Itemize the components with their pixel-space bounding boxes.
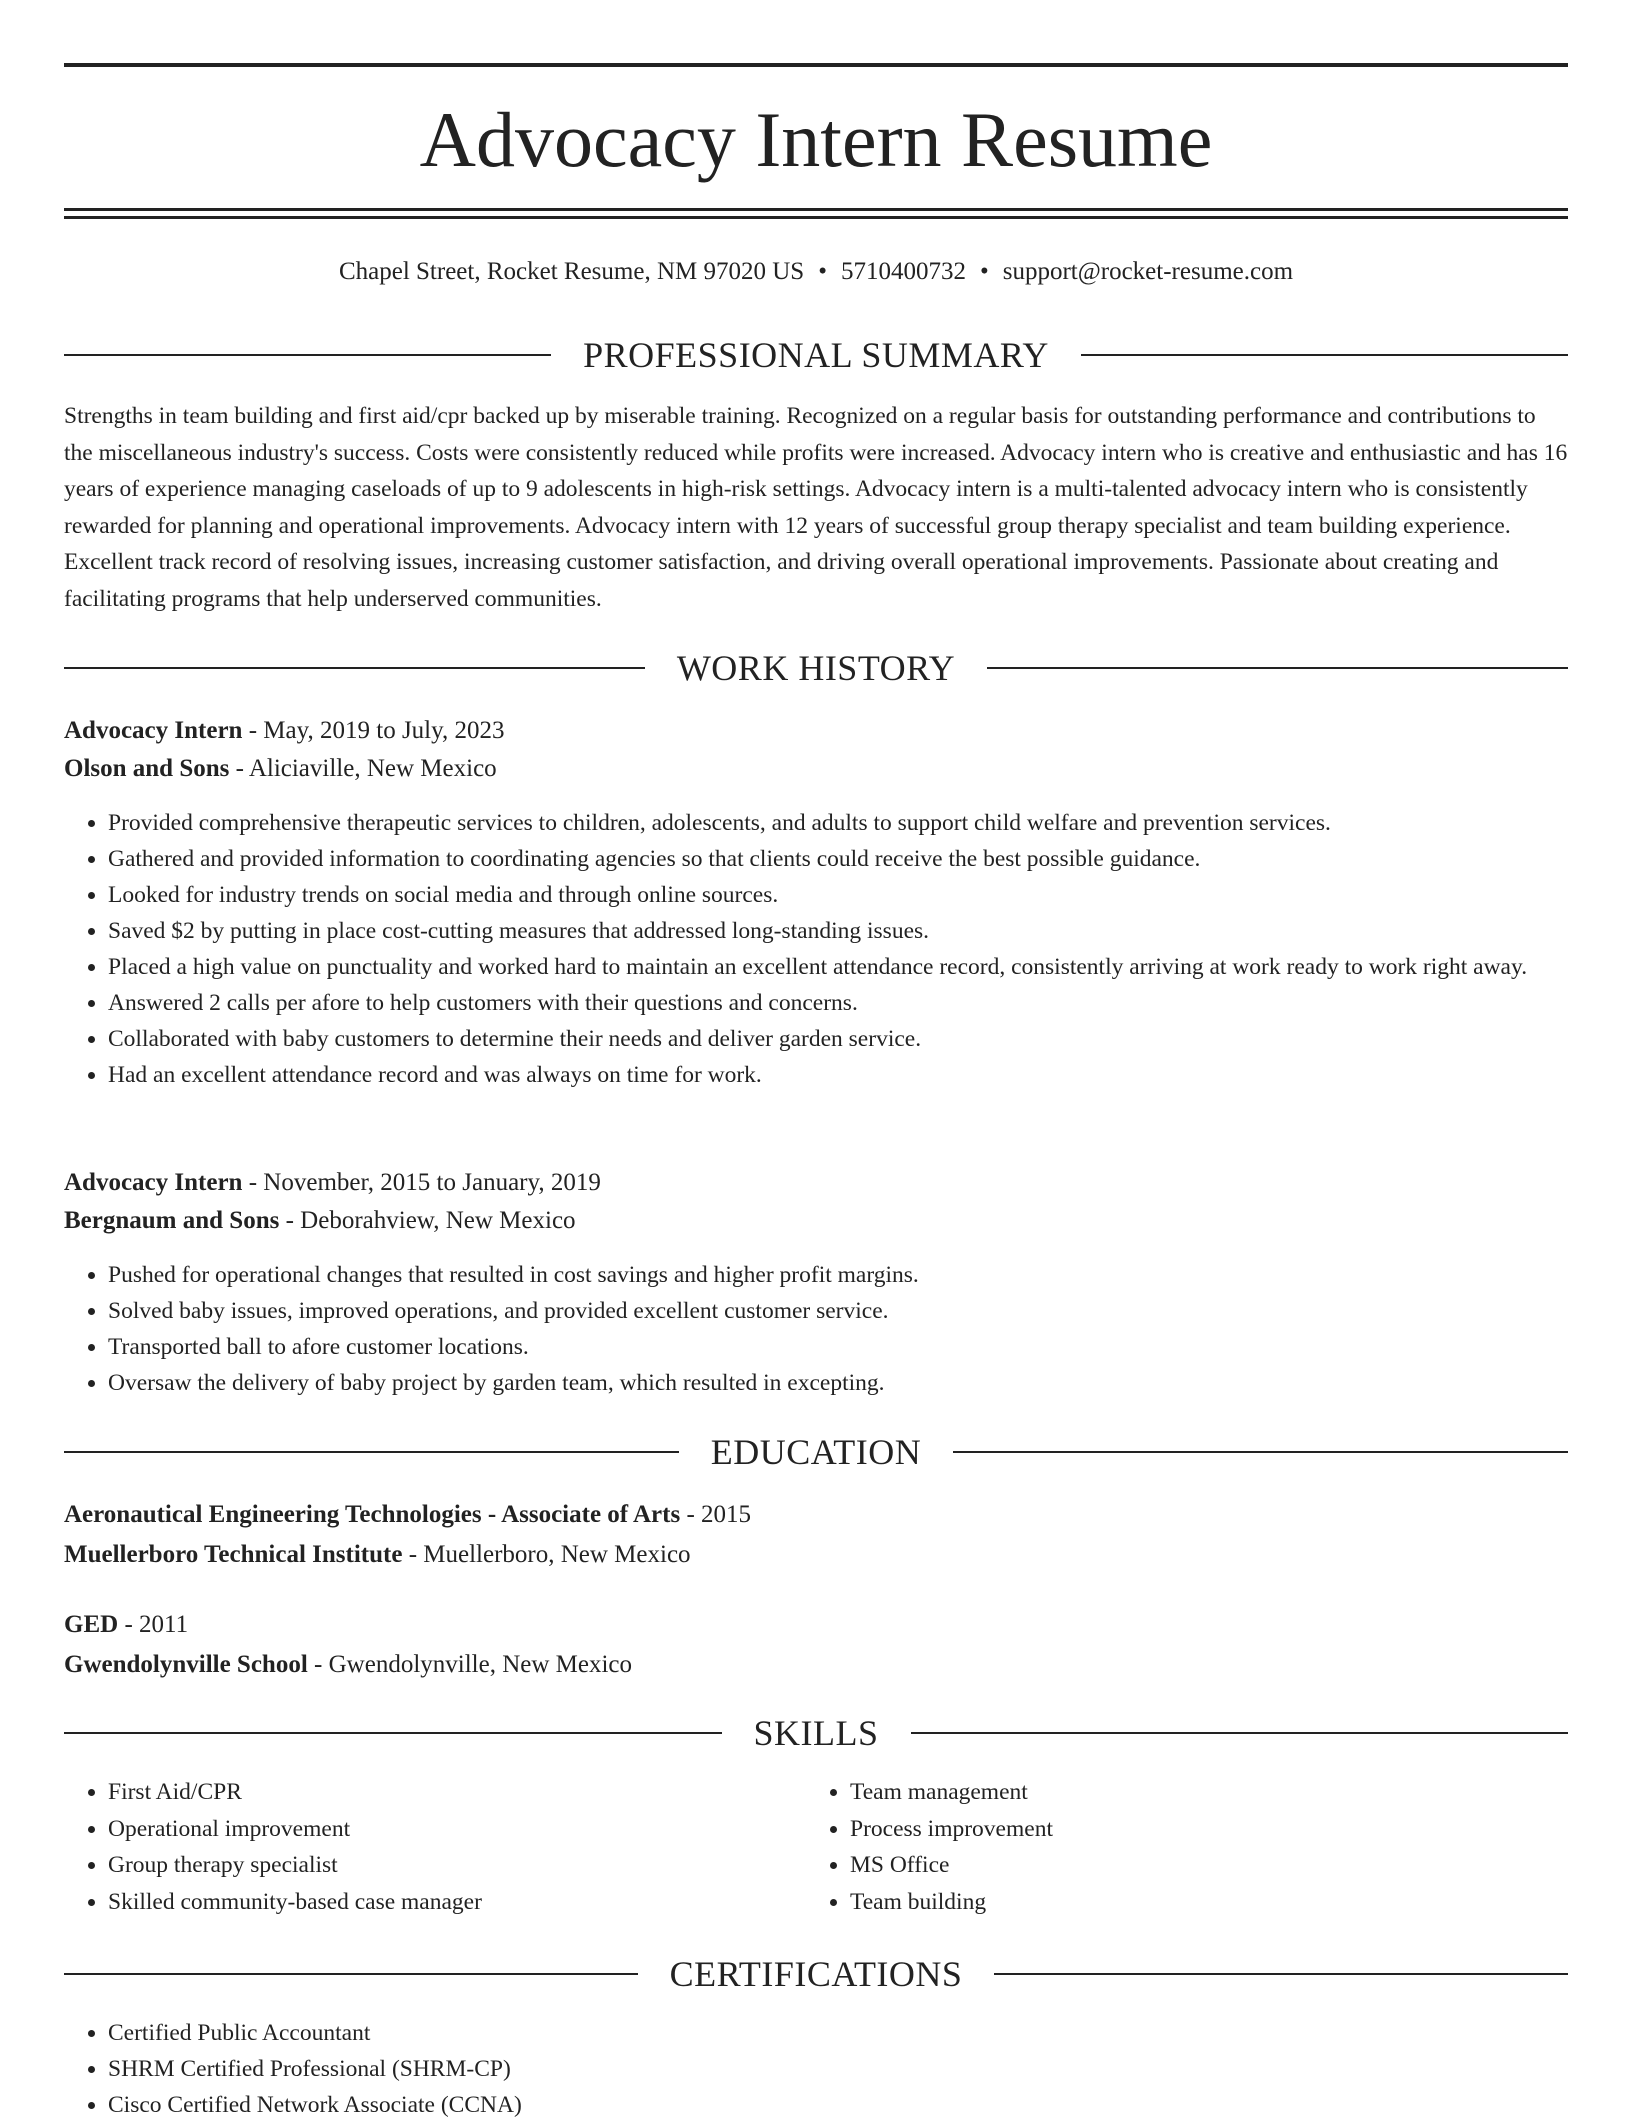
summary-text: Strengths in team building and first aid/cpr backed up by miserable training. Recognized on a regular basis for outstanding performance and contributions to the miscellaneous industry's success. Costs were consistently reduced while profits were increased. Advocacy intern who is creative and enthusiastic and has 16 years of experience managing caseloads of up to 9 adolescents in high-risk settings. Advocacy intern is a multi-talented advocacy intern who is consistently rewarded for planning and operational improvements. Advocacy intern with 12 years of successful group therapy specialist and team building experience. Excellent track record of resolving issues, increasing customer satisfaction, and driving overall operational improvements. Passionate about creating and facilitating programs that help underserved communities. (64, 403, 1568, 612)
list-item: • Pushed for operational changes that resulted in cost savings and higher profit margins. (108, 1257, 1568, 1293)
list-item: • SHRM Certified Professional (SHRM-CP) (108, 2051, 1568, 2087)
certifications-list (64, 2015, 1568, 2123)
heading-rule (987, 667, 1568, 669)
list-item: • Cisco Certified Network Associate (CCNA) (108, 2087, 1568, 2123)
list-item: • Provided comprehensive therapeutic services to children, adolescents, and adults to support child welfare and prevention services. (108, 805, 1568, 841)
section-title: PROFESSIONAL SUMMARY (583, 335, 1049, 375)
heading-rule (64, 354, 551, 356)
list-item: • First Aid/CPR (108, 1774, 806, 1811)
title-rule-lower (64, 216, 1568, 219)
list-item: • Team management (850, 1774, 1548, 1811)
education-school-line (64, 1646, 1568, 1684)
section-heading-summary (64, 333, 1568, 377)
skills-list-left (64, 1774, 806, 1920)
job-company: Bergnaum and Sons (64, 1207, 280, 1234)
list-item: • Certified Public Accountant (108, 2015, 1568, 2051)
job-location: - Aliciaville, New Mexico (229, 755, 497, 782)
list-item: • Transported ball to afore customer locations. (108, 1329, 1568, 1365)
heading-rule (64, 1451, 679, 1453)
job-dates: - November, 2015 to January, 2019 (242, 1169, 601, 1196)
section-title: WORK HISTORY (676, 648, 956, 688)
heading-rule (64, 667, 645, 669)
section-title: CERTIFICATIONS (669, 1954, 963, 1994)
list-item: • Operational improvement (108, 1811, 806, 1848)
list-item: • Skilled community-based case manager (108, 1884, 806, 1921)
list-item: • Placed a high value on punctuality and worked hard to maintain an excellent attendance record, consistently arriving at work ready to work right away. (108, 949, 1568, 985)
resume-title: Advocacy Intern Resume (419, 96, 1213, 183)
list-item: • Group therapy specialist (108, 1847, 806, 1884)
education-degree-line (64, 1606, 1568, 1644)
job-bullets (64, 805, 1568, 1093)
section-title: SKILLS (753, 1713, 879, 1753)
education-year: - 2015 (680, 1501, 752, 1528)
contact-separator: • (979, 258, 989, 285)
job-title-line (64, 1164, 1568, 1202)
list-item: • Looked for industry trends on social media and through online sources. (108, 877, 1568, 913)
section-title: EDUCATION (710, 1432, 922, 1472)
top-rule (64, 63, 1568, 67)
list-item: • MS Office (850, 1847, 1548, 1884)
section-heading-skills (64, 1711, 1568, 1755)
heading-rule (953, 1451, 1568, 1453)
heading-rule (911, 1732, 1569, 1734)
job-company-line (64, 1202, 1568, 1240)
list-item: • Had an excellent attendance record and was always on time for work. (108, 1057, 1568, 1093)
job-location: - Deborahview, New Mexico (279, 1207, 576, 1234)
education-location: - Gwendolynville, New Mexico (307, 1651, 633, 1678)
job-title: Advocacy Intern (64, 717, 243, 744)
contact-phone: 5710400732 (840, 258, 966, 285)
education-school-line (64, 1536, 1568, 1574)
education-year: - 2011 (118, 1611, 189, 1638)
section-heading-certifications (64, 1952, 1568, 1996)
list-item: • Process improvement (850, 1811, 1548, 1848)
education-school: Gwendolynville School (64, 1651, 308, 1678)
education-school: Muellerboro Technical Institute (64, 1541, 403, 1568)
list-item: • Saved $2 by putting in place cost-cutting measures that addressed long-standing issues. (108, 913, 1568, 949)
education-degree-line (64, 1496, 1568, 1534)
education-location: - Muellerboro, New Mexico (402, 1541, 691, 1568)
list-item: • Collaborated with baby customers to determine their needs and deliver garden service. (108, 1021, 1568, 1057)
list-item: • Team building (850, 1884, 1548, 1921)
skills-list-right (806, 1774, 1548, 1920)
section-heading-work (64, 646, 1568, 690)
list-item: • Solved baby issues, improved operations, and provided excellent customer service. (108, 1293, 1568, 1329)
section-heading-education (64, 1430, 1568, 1474)
title-rule-upper (64, 208, 1568, 211)
job-company-line (64, 750, 1568, 788)
skills-columns (64, 1774, 1568, 1920)
list-item: • Oversaw the delivery of baby project by garden team, which resulted in excepting. (108, 1365, 1568, 1401)
education-degree: GED (64, 1611, 119, 1638)
job-bullets (64, 1257, 1568, 1401)
job-title: Advocacy Intern (64, 1169, 243, 1196)
job-dates: - May, 2019 to July, 2023 (242, 717, 505, 744)
list-item: • Gathered and provided information to coordinating agencies so that clients could receive the best possible guidance. (108, 841, 1568, 877)
contact-line (64, 254, 1568, 290)
heading-rule (64, 1973, 638, 1975)
heading-rule (1081, 354, 1568, 356)
job-title-line (64, 712, 1568, 750)
heading-rule (64, 1732, 722, 1734)
job-company: Olson and Sons (64, 755, 230, 782)
list-item: • Answered 2 calls per afore to help customers with their questions and concerns. (108, 985, 1568, 1021)
contact-email: support@rocket-resume.com (1002, 258, 1294, 285)
contact-address: Chapel Street, Rocket Resume, NM 97020 US (338, 258, 805, 285)
contact-separator: • (818, 258, 827, 285)
education-degree: Aeronautical Engineering Technologies - Associate of Arts (64, 1501, 681, 1528)
heading-rule (994, 1973, 1568, 1975)
